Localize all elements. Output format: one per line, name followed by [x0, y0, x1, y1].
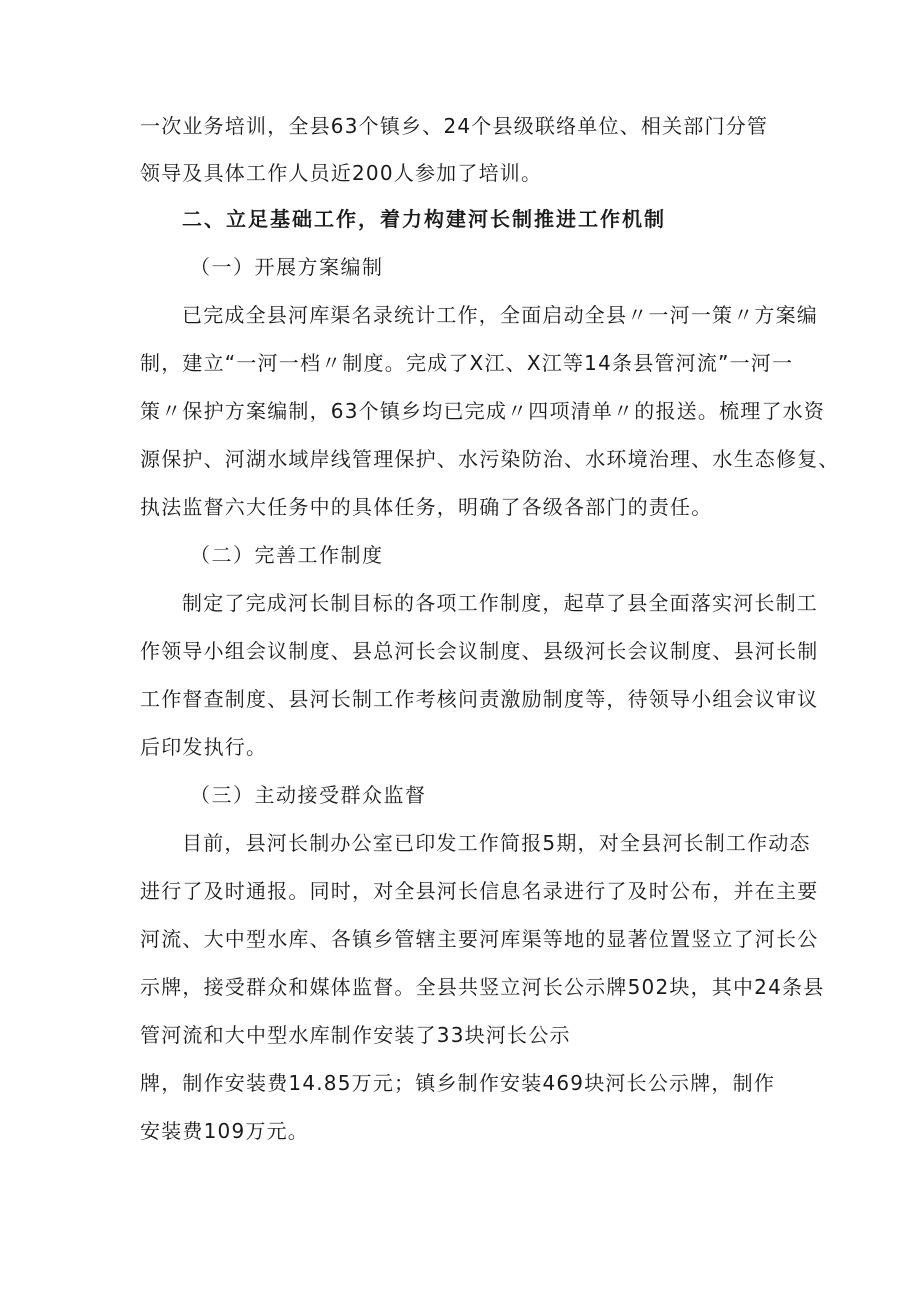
- subsection-title: （二）完善工作制度: [190, 543, 384, 567]
- paragraph-line: 管河流和大中型水库制作安装了33块河长公示: [140, 1023, 571, 1047]
- paragraph-line: 工作督查制度、县河长制工作考核问责激励制度等，待领导小组会议审议: [140, 687, 819, 711]
- paragraph-line: 后印发执行。: [140, 735, 268, 759]
- intro-line: 领导及具体工作人员近200人参加了培训。: [140, 161, 543, 185]
- paragraph-line: 示牌，接受群众和媒体监督。全县共竖立河长公示牌502块，其中24条县: [140, 975, 825, 999]
- paragraph-line: 执法监督六大任务中的具体任务，明确了各级各部门的责任。: [140, 495, 713, 519]
- paragraph-line: 制定了完成河长制目标的各项工作制度，起草了县全面落实河长制工: [182, 591, 818, 615]
- subsection-title: （三）主动接受群众监督: [190, 783, 427, 807]
- paragraph-line: 源保护、河湖水域岸线管理保护、水污染防治、水环境治理、水生态修复、: [140, 447, 840, 471]
- paragraph-line: 策〃保护方案编制，63个镇乡均已完成〃四项清单〃的报送。梳理了水资: [140, 399, 826, 423]
- paragraph-line: 制，建立“一河一档〃制度。完成了X江、X江等14条县管河流”一河一: [140, 351, 794, 375]
- paragraph-line: 作领导小组会议制度、县总河长会议制度、县级河长会议制度、县河长制: [140, 639, 819, 663]
- intro-line: 一次业务培训，全县63个镇乡、24个县级联络单位、相关部门分管: [140, 114, 769, 138]
- paragraph-line: 已完成全县河库渠名录统计工作，全面启动全县〃一河一策〃方案编: [182, 303, 818, 327]
- paragraph-line: 目前，县河长制办公室已印发工作简报5期，对全县河长制工作动态: [182, 831, 811, 855]
- paragraph-line: 进行了及时通报。同时，对全县河长信息名录进行了及时公布，并在主要: [140, 879, 819, 903]
- subsection-title: （一）开展方案编制: [190, 255, 384, 279]
- paragraph-line: 牌，制作安装费14.85万元；镇乡制作安装469块河长公示牌，制作: [140, 1071, 776, 1095]
- paragraph-line: 河流、大中型水库、各镇乡管辖主要河库渠等地的显著位置竖立了河长公: [140, 927, 819, 951]
- section-heading: 二、立足基础工作，着力构建河长制推进工作机制: [182, 207, 666, 231]
- paragraph-line: 安装费109万元。: [140, 1119, 309, 1143]
